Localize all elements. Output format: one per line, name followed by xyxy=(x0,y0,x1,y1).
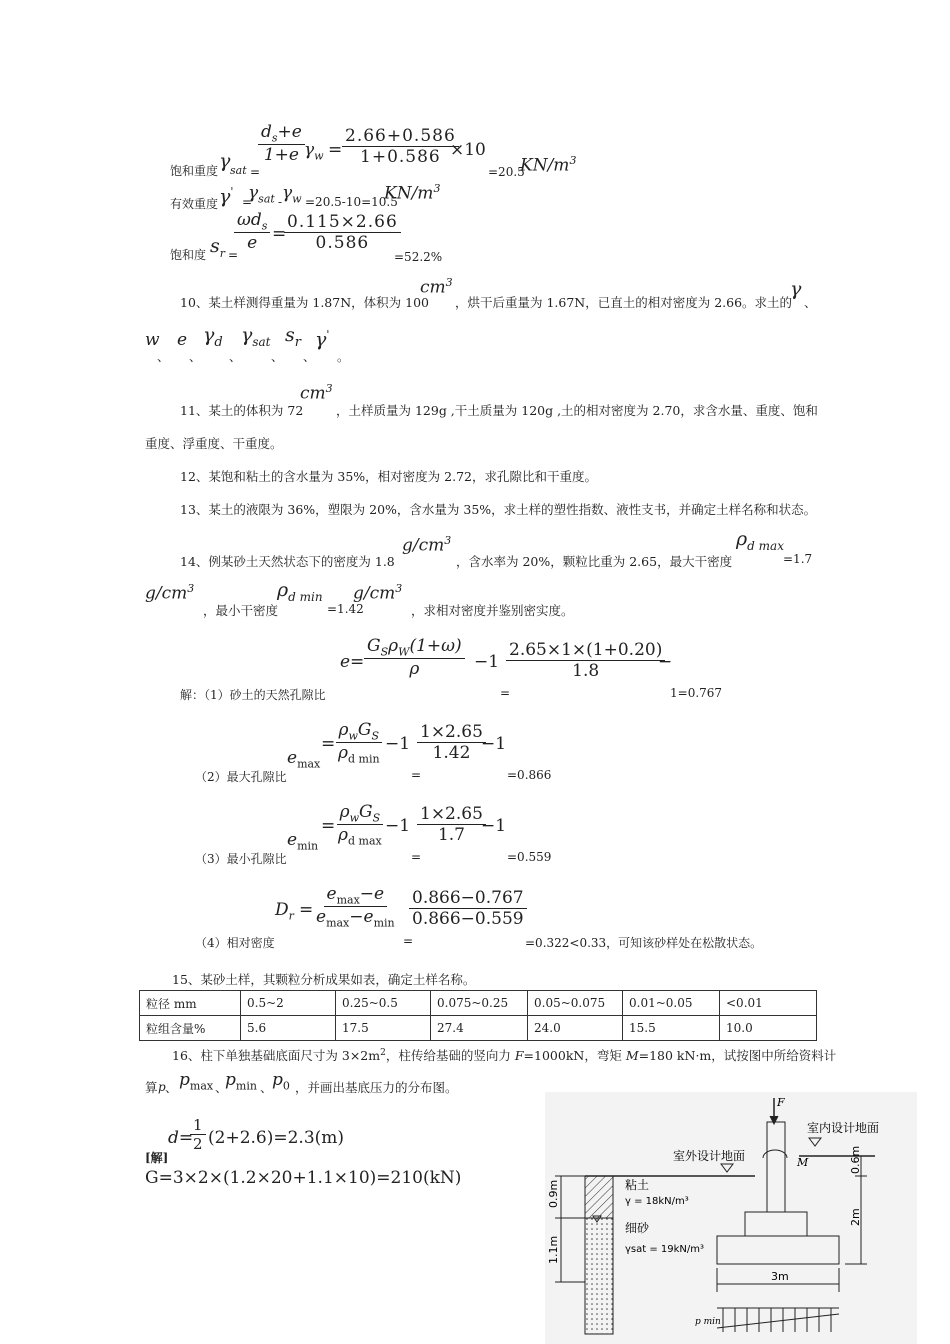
q16-F: F xyxy=(514,1048,524,1063)
sol-max-lhs: $e_{max}$ xyxy=(287,748,321,771)
q10-sep-1: 、 xyxy=(157,350,170,364)
clay-gamma: γ = 18kN/m³ xyxy=(625,1196,689,1207)
indoor-label: 室内设计地面 xyxy=(807,1121,880,1135)
table-cell: 0.01~0.05 xyxy=(623,991,720,1016)
q16-line2-a: 算 xyxy=(145,1080,158,1095)
dim-2m: 2m xyxy=(849,1208,862,1226)
clay-layer xyxy=(585,1176,613,1218)
q10-sep-3: 、 xyxy=(229,350,242,364)
pmin-label: p min xyxy=(695,1317,721,1327)
ans-half-fraction: $\frac{1}{2}$ xyxy=(190,1116,206,1153)
sat-fraction-2: $\frac{2.66+0.586}{1+0.586}$ xyxy=(342,126,459,167)
question-11-line-2: 重度、浮重度、干重度。 xyxy=(145,436,283,451)
sat-unit: $KN/m^3$ xyxy=(520,154,577,176)
answer-label: [解] xyxy=(145,1151,169,1165)
q10-sep-4: 、 xyxy=(271,350,284,364)
q10-var-gd: $\gamma_d$ xyxy=(203,324,223,350)
sol-max-m1: −1 xyxy=(385,734,411,754)
sol-dr-eq-2: = xyxy=(403,934,414,948)
foundation-diagram xyxy=(545,1092,917,1344)
table-cell: 17.5 xyxy=(336,1016,431,1041)
sol-dr-label: （4）相对密度 xyxy=(195,936,275,950)
indoor-level-marker xyxy=(809,1138,821,1146)
question-14 xyxy=(180,528,820,568)
dim-1-1m: 1.1m xyxy=(547,1235,560,1264)
eff-result: =20.5-10=10.5 xyxy=(305,195,398,209)
q14-val-2: =1.42 xyxy=(327,602,364,616)
sol-dr-fraction: $e_{max}-e$ $e_{max}-e_{min}$ xyxy=(316,884,395,930)
q10-text: 10、某土样测得重量为 1.87N，体积为 100 xyxy=(180,295,429,310)
outdoor-level-marker xyxy=(721,1164,733,1172)
sol-e-lhs: e= xyxy=(340,652,365,672)
sol-min-label: （3）最小孔隙比 xyxy=(195,852,287,866)
q16-text-b: ，柱传给基础的竖向力 xyxy=(385,1048,515,1063)
q10-sep: 、 xyxy=(804,295,817,310)
q10-var-sr: $s_r$ xyxy=(285,324,301,350)
q14-rho-dmax: $\rho_{d max}$ xyxy=(736,528,784,553)
pressure-arrows xyxy=(723,1308,831,1332)
sol-min-m2: −1 xyxy=(481,816,507,836)
footing-step xyxy=(745,1212,807,1236)
sol-dr-lhs: $D_r$ xyxy=(275,900,294,923)
table-cell: 0.25~0.5 xyxy=(336,991,431,1016)
dim-0-6m: 0.6m xyxy=(849,1145,862,1174)
table-cell: 粒径 mm xyxy=(140,991,241,1016)
outdoor-label: 室外设计地面 xyxy=(673,1149,746,1163)
table-cell: 粒组含量% xyxy=(140,1016,241,1041)
question-10-vars xyxy=(145,322,405,362)
sol-max-m2: −1 xyxy=(481,734,507,754)
q16-p0: $p_0$ xyxy=(272,1070,290,1093)
sol-min-m1: −1 xyxy=(385,816,411,836)
table-cell: 5.6 xyxy=(241,1016,336,1041)
question-14-line-2 xyxy=(145,576,785,616)
question-12: 12、某饱和粘土的含水量为 35%，相对密度为 2.72，求孔隙比和干重度。 xyxy=(180,469,597,484)
q14-unit-3: $g/cm^3$ xyxy=(353,582,403,604)
q14-l2-end: ，求相对密度并鉴别密实度。 xyxy=(411,603,574,618)
sol-e-dash: − xyxy=(658,652,673,672)
q16-M: M xyxy=(625,1048,639,1063)
column xyxy=(767,1122,785,1212)
sat-label: 饱和重度 xyxy=(170,164,219,178)
sand-label: 细砂 xyxy=(625,1221,650,1235)
q10-sep-2: 、 xyxy=(189,350,202,364)
q16-text-c: =1000kN，弯矩 xyxy=(523,1048,626,1063)
q14-text: 14、例某砂土天然状态下的密度为 1.8 xyxy=(180,554,395,569)
sol-max-fraction: $\rho_wG_S$ $\rho_{d min}$ xyxy=(335,720,383,766)
q10-gamma: γ xyxy=(790,278,802,300)
sol-dr-fraction-2: $\frac{0.866-0.767}{0.866-0.559}$ xyxy=(409,888,527,929)
answer-weight-formula: G=3×2×(1.2×20+1.1×10)=210(kN) xyxy=(145,1168,462,1188)
solution-max-void-ratio xyxy=(195,716,555,786)
q14-l2-unit: $g/cm^3$ xyxy=(145,582,195,604)
sr-symbol: $s_r$ xyxy=(210,235,226,260)
table-cell: 10.0 xyxy=(720,1016,817,1041)
sat-gamma-w: $\gamma_w$ xyxy=(304,140,324,163)
sol-min-fraction-2: $\frac{1\times 2.65}{1.7}$ xyxy=(417,804,486,845)
q11-text-2: ，土样质量为 129g ,干土质量为 120g ,土的相对密度为 2.70，求含水量、重度、饱和 xyxy=(336,403,818,418)
q16-pmax: $p_{max}$ xyxy=(179,1070,214,1093)
q10-var-e: e xyxy=(177,330,188,350)
sol-max-eq: = xyxy=(321,734,336,754)
q14-unit-1: $g/cm^3$ xyxy=(402,534,452,556)
sat-eq-2: = xyxy=(328,140,343,160)
sol-min-lhs: $e_{min}$ xyxy=(287,830,319,853)
table-row xyxy=(140,1016,817,1041)
sat-symbol: γ xyxy=(219,150,231,172)
q16-text-d: =180 kN·m，试按图中所给资料计 xyxy=(638,1048,837,1063)
ans-d-eq: d= xyxy=(168,1128,194,1148)
sat-result: =20.5 xyxy=(488,165,525,179)
sol-min-eq-2: = xyxy=(411,850,422,864)
sr-label: 饱和度 xyxy=(170,248,207,262)
q14-val-1: =1.7 xyxy=(783,552,813,566)
sol-head: 解：（1）砂土的天然孔隙比 xyxy=(180,688,326,702)
table-cell: 0.075~0.25 xyxy=(431,991,528,1016)
table-cell: 15.5 xyxy=(623,1016,720,1041)
q10-var-gprime: γ' xyxy=(315,328,330,351)
table-cell: 24.0 xyxy=(528,1016,623,1041)
q10-var-w: w xyxy=(145,330,160,350)
question-15: 15、某砂土样，其颗粒分析成果如表，确定土样名称。 xyxy=(172,972,476,987)
sr-fraction-2: $\frac{0.115\times 2.66}{0.586}$ xyxy=(284,212,401,253)
q16-text-a-sup: 2 xyxy=(380,1047,386,1058)
sat-fraction-1: $\frac{d_s+e}{1+e}$ xyxy=(258,122,305,165)
q10-unit: $cm^3$ xyxy=(420,276,453,298)
sol-e-fraction-2: $\frac{2.65\times 1\times(1+0.20)}{1.8}$ xyxy=(506,640,665,681)
foundation-diagram-svg xyxy=(545,1092,917,1344)
sol-min-result: =0.559 xyxy=(507,850,552,864)
q16-pmin: $p_{min}$ xyxy=(225,1070,257,1093)
eff-label: 有效重度 xyxy=(170,197,219,211)
question-10 xyxy=(180,276,840,312)
q16-text-a: 16、柱下单独基础底面尺寸为 3×2m xyxy=(172,1048,381,1063)
q14-l2-text: ，最小干密度 xyxy=(203,603,279,618)
sol-max-label: （2）最大孔隙比 xyxy=(195,770,287,784)
sol-max-fraction-2: $\frac{1\times 2.65}{1.42}$ xyxy=(417,722,486,763)
table-cell: <0.01 xyxy=(720,991,817,1016)
footing-base xyxy=(717,1236,839,1264)
sol-e-eq: = xyxy=(500,686,511,700)
dim-0-9m: 0.9m xyxy=(547,1179,560,1208)
sol-max-eq-2: = xyxy=(411,768,422,782)
q10-var-gsat: $\gamma_{sat}$ xyxy=(241,324,271,349)
q10-end: 。 xyxy=(337,350,350,364)
q16-line2-end: ，并画出基底压力的分布图。 xyxy=(295,1080,458,1095)
sol-max-result: =0.866 xyxy=(507,768,552,782)
q11-text: 11、某土的体积为 72 xyxy=(180,403,304,418)
q16-p: p xyxy=(158,1080,166,1094)
sol-min-fraction: $\rho_wG_S$ $\rho_{d max}$ xyxy=(338,802,382,848)
grain-size-table xyxy=(139,990,817,1041)
solution-void-ratio xyxy=(180,632,740,702)
eff-symbol: γ' xyxy=(219,185,234,208)
eff-unit: $KN/m^3$ xyxy=(384,182,441,204)
q14-text-2: ，含水率为 20%，颗粒比重为 2.65，最大干密度 xyxy=(456,554,733,569)
table-row xyxy=(140,991,817,1016)
sol-e-minus: −1 xyxy=(474,652,500,672)
eff-minus: - xyxy=(278,195,283,209)
sol-min-eq: = xyxy=(321,816,336,836)
sand-gamma: γsat = 19kN/m³ xyxy=(625,1244,705,1255)
q14-rho-dmin: $\rho_{d min}$ xyxy=(277,579,323,604)
moment-label: M xyxy=(797,1156,809,1169)
sol-dr-eq: = xyxy=(299,900,314,920)
dim-3m: 3m xyxy=(771,1270,789,1283)
table-cell: 0.5~2 xyxy=(241,991,336,1016)
q10-sep-5: 、 xyxy=(303,350,316,364)
q11-unit: $cm^3$ xyxy=(300,382,333,404)
eff-eq: = xyxy=(242,195,253,209)
q16-sep-1: 、 xyxy=(165,1080,178,1095)
sat-times-10: ×10 xyxy=(450,140,486,160)
sol-e-result: 1=0.767 xyxy=(670,686,723,700)
question-13: 13、某土的液限为 36%，塑限为 20%，含水量为 35%，求土样的塑性指数、液性支书，并确定土样名称和状态。 xyxy=(180,502,817,517)
sr-fraction-1: $\omega d_s$ e xyxy=(234,210,270,253)
solution-relative-density xyxy=(195,882,775,952)
sr-eq-2: = xyxy=(272,224,287,244)
sr-result: =52.2% xyxy=(394,250,443,264)
clay-label: 粘土 xyxy=(625,1178,650,1192)
sat-subscript: sat xyxy=(230,164,247,177)
sat-eq: = xyxy=(250,165,261,179)
question-11 xyxy=(180,380,840,416)
sr-eq: = xyxy=(228,248,239,262)
q10-text-2: ，烘干后重量为 1.67N，已直土的相对密度为 2.66。求土的 xyxy=(455,295,793,310)
force-label: F xyxy=(777,1096,785,1109)
q16-sep-3: 、 xyxy=(260,1080,273,1095)
sol-e-fraction: $G_S\rho_W(1+\omega)$ ρ xyxy=(364,636,465,679)
question-16 xyxy=(172,1046,836,1064)
solution-min-void-ratio xyxy=(195,800,555,870)
table-cell: 0.05~0.075 xyxy=(528,991,623,1016)
q16-sep-2: 、 xyxy=(215,1080,228,1095)
ans-d-tail: (2+2.6)=2.3(m) xyxy=(208,1128,345,1148)
sand-layer xyxy=(585,1218,613,1334)
eff-gsat: $\gamma_{sat}$ xyxy=(248,183,275,206)
sol-dr-result: =0.322<0.33，可知该砂样处在松散状态。 xyxy=(525,936,763,950)
table-cell: 27.4 xyxy=(431,1016,528,1041)
eff-gw: $\gamma_w$ xyxy=(282,183,302,206)
